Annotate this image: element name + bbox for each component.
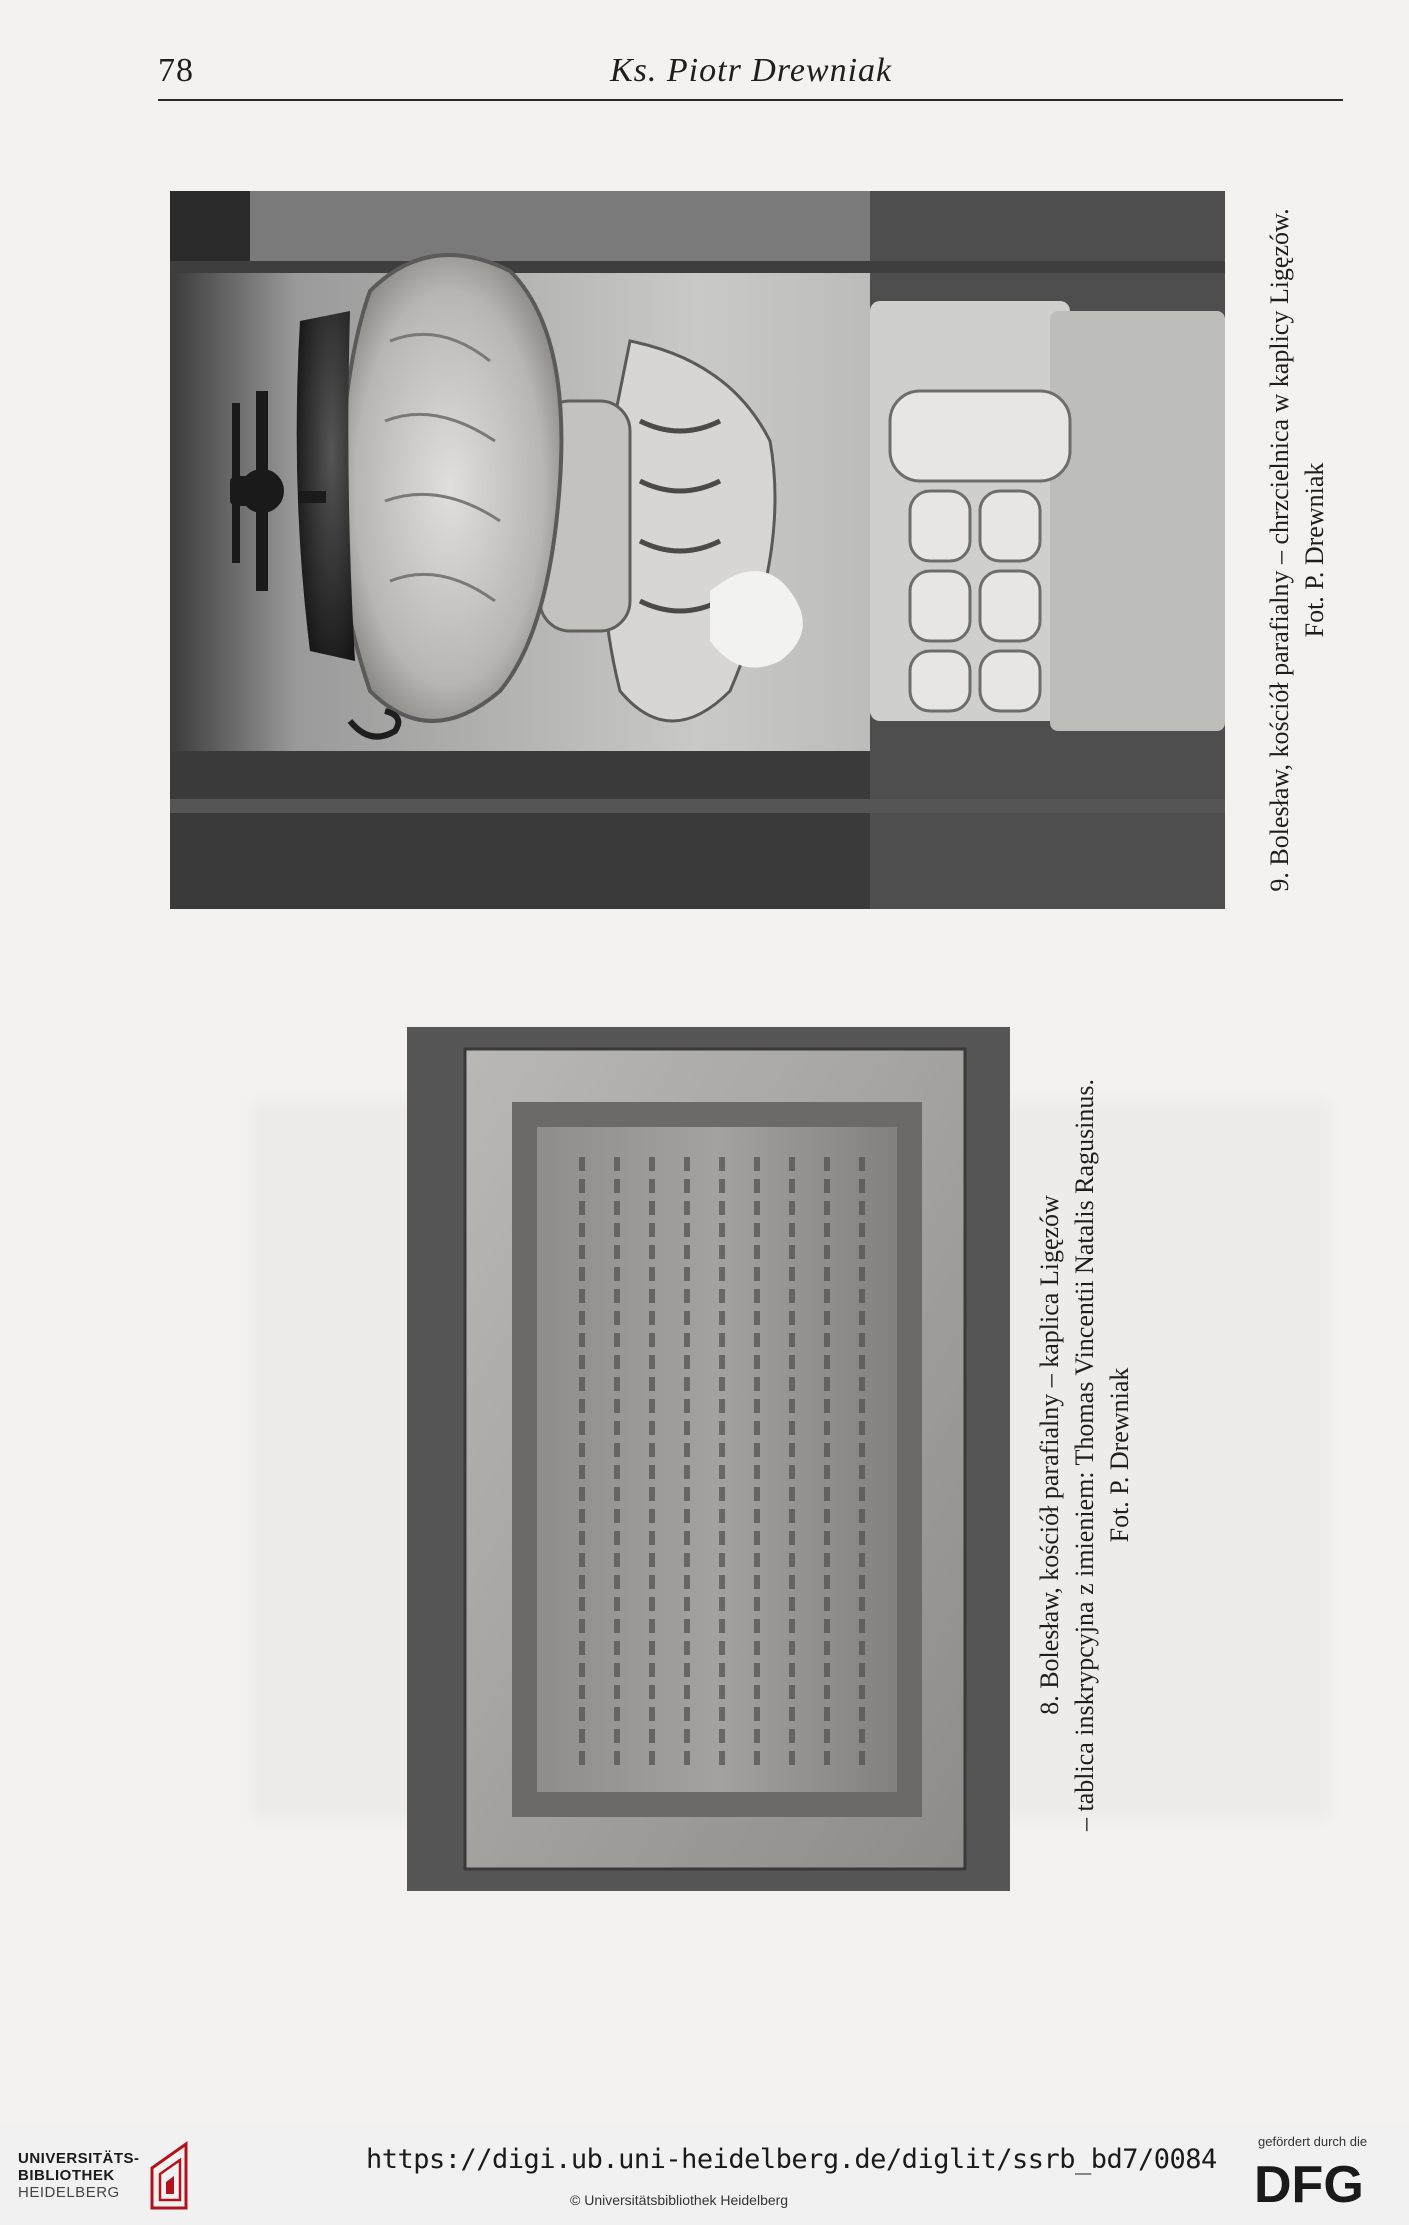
funding-note: gefördert durch die	[1258, 2134, 1368, 2149]
dfg-logo-icon[interactable]	[1254, 2154, 1386, 2210]
dfg-logo-text: DFG	[1254, 2156, 1364, 2210]
photo-inscription-tablet-image	[407, 1027, 1010, 1891]
photo-baptismal-font	[170, 191, 1225, 909]
library-name-line1: UNIVERSITÄTS-	[18, 2150, 140, 2167]
figure9-caption-line1: 9. Bolesław, kościół parafialny – chrzcielnica w kaplicy Ligęzów.	[1265, 208, 1294, 892]
library-name[interactable]	[18, 2150, 140, 2201]
library-name-line2: BIBLIOTHEK	[18, 2167, 115, 2184]
figure8-caption	[1032, 1015, 1137, 1895]
figure8-caption-line2: – tablica inskrypcyjna z imieniem: Thomas Vincentii Natalis Ragusinus.	[1070, 1078, 1099, 1832]
library-name-line3: HEIDELBERG	[18, 2184, 120, 2201]
figure9-caption	[1262, 150, 1332, 950]
photo-baptismal-font-image	[170, 191, 1225, 909]
photo-inscription-tablet	[407, 1027, 1010, 1891]
copyright-notice: © Universitätsbibliothek Heidelberg	[570, 2192, 789, 2208]
permalink-url[interactable]: https://digi.ub.uni-heidelberg.de/diglit/ssrb_bd7/0084	[366, 2144, 1217, 2175]
library-logo-icon[interactable]	[146, 2138, 196, 2214]
running-title: Ks. Piotr Drewniak	[610, 52, 893, 89]
viewer-footer	[0, 2122, 1409, 2225]
figure8-caption-credit: Fot. P. Drewniak	[1105, 1367, 1134, 1543]
figure9-caption-credit: Fot. P. Drewniak	[1300, 462, 1329, 638]
figure8-caption-line1: 8. Bolesław, kościół parafialny – kaplica Ligęzów	[1035, 1195, 1064, 1715]
page-number: 78	[158, 52, 194, 89]
header-rule	[158, 99, 1343, 101]
